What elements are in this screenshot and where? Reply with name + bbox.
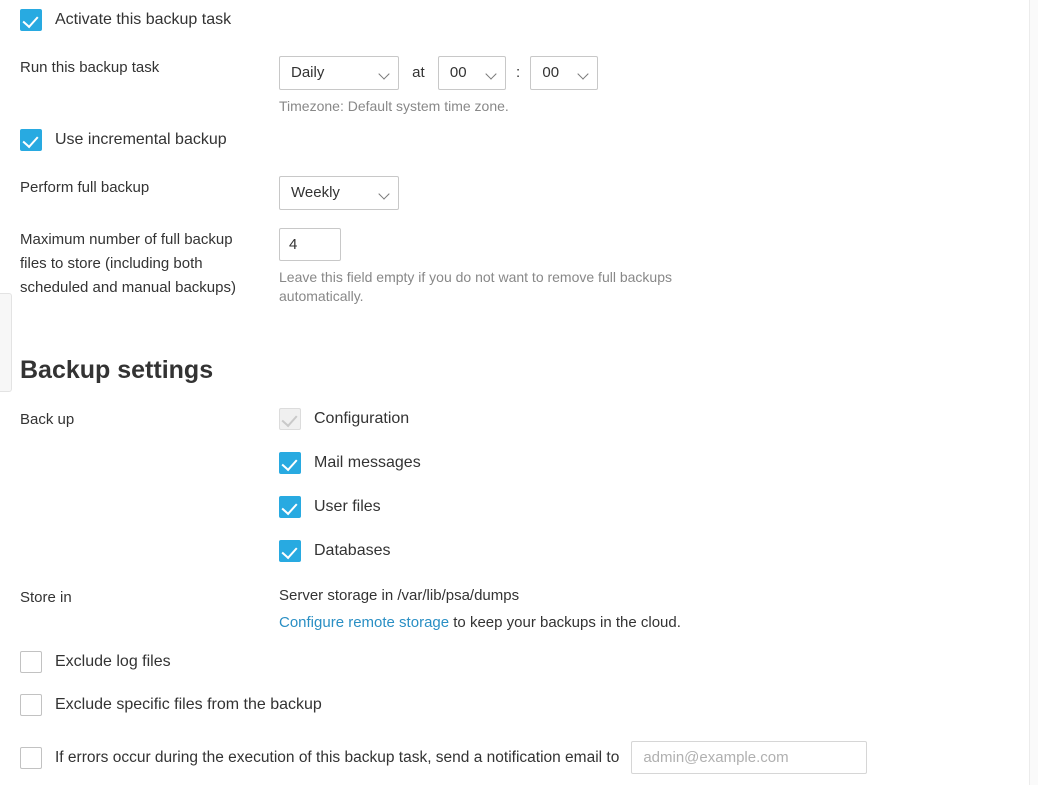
timezone-hint: Timezone: Default system time zone. [279,98,509,114]
max-full-backups-label: Maximum number of full backup files to store (including both scheduled and manual backups) [20,231,236,296]
schedule-frequency-select[interactable] [279,56,399,90]
chevron-down-icon [380,70,389,79]
incremental-backup-label: Use incremental backup [55,131,227,148]
exclude-log-files-label: Exclude log files [55,653,171,670]
checkbox-icon[interactable] [20,651,42,673]
checkbox-icon[interactable] [279,496,301,518]
backup-item-label: Mail messages [314,454,421,471]
backup-settings-title: Backup settings [20,356,214,384]
error-notification-label: If errors occur during the execution of this backup task, send a notification email to [55,748,620,766]
page-scrollbar[interactable] [1029,0,1038,785]
perform-full-backup-row [0,176,1038,210]
backup-item-mail-messages[interactable] [279,452,1038,474]
store-in-row [0,586,1038,633]
store-in-label: Store in [20,589,72,606]
run-backup-task-label: Run this backup task [20,59,160,76]
max-full-backups-row [0,228,1038,306]
back-up-label: Back up [20,411,75,428]
schedule-hour-value: 00 [449,64,467,81]
store-in-value: Server storage in /var/lib/psa/dumps [279,587,520,604]
checkbox-icon[interactable] [20,694,42,716]
checkbox-icon[interactable] [279,540,301,562]
chevron-down-icon [487,70,496,79]
incremental-backup-row [0,129,227,151]
notification-email-input[interactable] [631,741,867,774]
activate-backup-task-label: Activate this backup task [55,11,232,28]
chevron-down-icon [579,70,588,79]
schedule-frequency-value: Daily [291,64,325,81]
backup-item-user-files[interactable] [279,496,1038,518]
activate-backup-task-row [0,9,231,31]
exclude-log-files-checkbox[interactable] [0,651,171,673]
activate-backup-task-checkbox[interactable] [0,9,231,31]
run-backup-task-row [0,56,1038,116]
schedule-hour-select[interactable] [438,56,506,90]
chevron-down-icon [380,190,389,199]
backup-items-list [260,408,1038,562]
backup-item-label: Configuration [314,410,410,427]
checkbox-icon[interactable] [20,129,42,151]
configure-remote-storage-link[interactable]: Configure remote storage [279,614,450,631]
max-full-backups-field [260,228,1038,306]
backup-item-databases[interactable] [279,540,1038,562]
exclude-specific-files-label: Exclude specific files from the backup [55,696,322,713]
schedule-minute-select[interactable] [530,56,598,90]
backup-item-configuration [279,408,1038,430]
time-separator: : [516,64,521,81]
checkbox-icon [279,408,301,430]
full-backup-frequency-select[interactable] [279,176,399,210]
max-full-backups-input[interactable] [279,228,341,261]
perform-full-backup-label: Perform full backup [20,179,150,196]
full-backup-frequency-value: Weekly [291,184,340,201]
error-notification-row [0,741,867,774]
store-in-value-block [260,586,1038,633]
schedule-minute-value: 00 [542,64,560,81]
checkbox-icon[interactable] [20,9,42,31]
at-label: at [412,64,425,81]
incremental-backup-checkbox[interactable] [0,129,227,151]
perform-full-backup-field [260,176,1038,210]
checkbox-icon[interactable] [279,452,301,474]
max-full-backups-hint: Leave this field empty if you do not want to remove full backups automatically. [279,269,672,304]
configure-remote-storage-suffix: to keep your backups in the cloud. [449,614,681,631]
backup-items-row [0,408,1038,562]
backup-item-label: Databases [314,542,391,559]
backup-item-label: User files [314,498,381,515]
exclude-specific-files-checkbox[interactable] [0,694,322,716]
run-backup-task-fields [260,56,1038,116]
checkbox-icon[interactable] [20,747,42,769]
store-in-remote-note [279,613,1038,633]
